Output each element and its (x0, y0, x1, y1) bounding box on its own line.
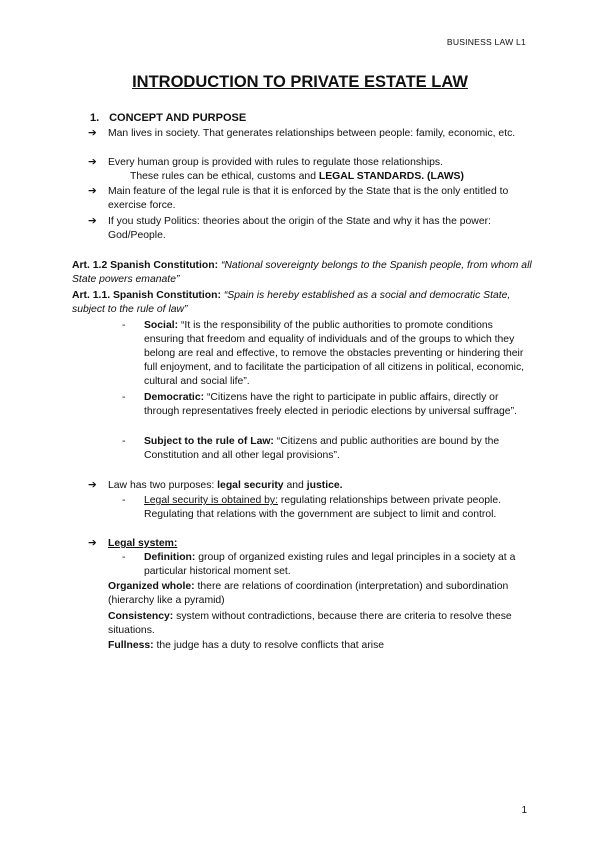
paragraph: Organized whole: there are relations of coordination (interpretation) and subordination (hierarchy like a pyramid) (108, 581, 509, 606)
page-number: 1 (521, 805, 527, 816)
paragraph: Consistency: system without contradictions, because there are criteria to resolve these situations. (108, 611, 512, 636)
list-item: - Legal security is obtained by: regulating relationships between private people. Regulating that relations with the government are subject to limit and control. (122, 495, 501, 520)
article-quote: Art. 1.2 Spanish Constitution: “National sovereignty belongs to the Spanish people, from whom all State powers emanate” (72, 260, 532, 285)
list-item: ➔ Man lives in society. That generates relationships between people: family, economic, etc. (88, 128, 516, 139)
list-item: - Subject to the rule of Law: “Citizens and public authorities are bound by the Constitution and all other legal provisions”. (122, 436, 500, 461)
article-quote: Art. 1.1. Spanish Constitution: “Spain is hereby established as a social and democratic State, subject to the rule of law” (72, 290, 511, 315)
section-title: CONCEPT AND PURPOSE (109, 112, 247, 124)
dash-bullet: - (122, 552, 126, 563)
list-item: ➔ Main feature of the legal rule is that it is enforced by the State that is the only entitled to exercise force. (88, 186, 509, 211)
list-item: ➔ Legal system: (88, 538, 178, 549)
arrow-bullet-icon: ➔ (88, 157, 97, 168)
dash-bullet: - (122, 392, 126, 403)
list-item: - Democratic: “Citizens have the right to participate in public affairs, directly or through representatives freely elected in periodic elections by universal suffrage”. (122, 392, 517, 417)
dash-bullet: - (122, 495, 126, 506)
list-item: - Definition: group of organized existing rules and legal principles in a society at a particular historical moment set. (122, 552, 516, 577)
arrow-bullet-icon: ➔ (88, 538, 97, 549)
section-number: 1. (90, 112, 100, 124)
arrow-bullet-icon: ➔ (88, 186, 97, 197)
page-header: BUSINESS LAW L1 (446, 37, 526, 47)
arrow-bullet-icon: ➔ (88, 216, 97, 227)
document-title: INTRODUCTION TO PRIVATE ESTATE LAW (132, 73, 468, 91)
paragraph: Fullness: the judge has a duty to resolve conflicts that arise (108, 640, 385, 651)
list-item: ➔ Every human group is provided with rules to regulate those relationships. (88, 157, 443, 168)
section-heading (90, 111, 246, 125)
arrow-bullet-icon: ➔ (88, 480, 97, 491)
rules-line: These rules can be ethical, customs and LEGAL STANDARDS. (LAWS) (130, 171, 464, 182)
arrow-bullet-icon: ➔ (88, 128, 97, 139)
list-item: - Social: “It is the responsibility of the public authorities to promote conditions ensuring that freedom and equality of individuals and of the groups to which they belong are real and effective, to remove the obstacles preventing or hindering their full enjoyment, and to facilitate the participation of all citizens in political, economic, cultural and social life”. (122, 320, 525, 387)
dash-bullet: - (122, 320, 126, 331)
dash-bullet: - (122, 436, 126, 447)
list-item: ➔ If you study Politics: theories about the origin of the State and why it has the power: God/People. (88, 216, 491, 241)
list-item: ➔ Law has two purposes: legal security and justice. (88, 480, 343, 491)
